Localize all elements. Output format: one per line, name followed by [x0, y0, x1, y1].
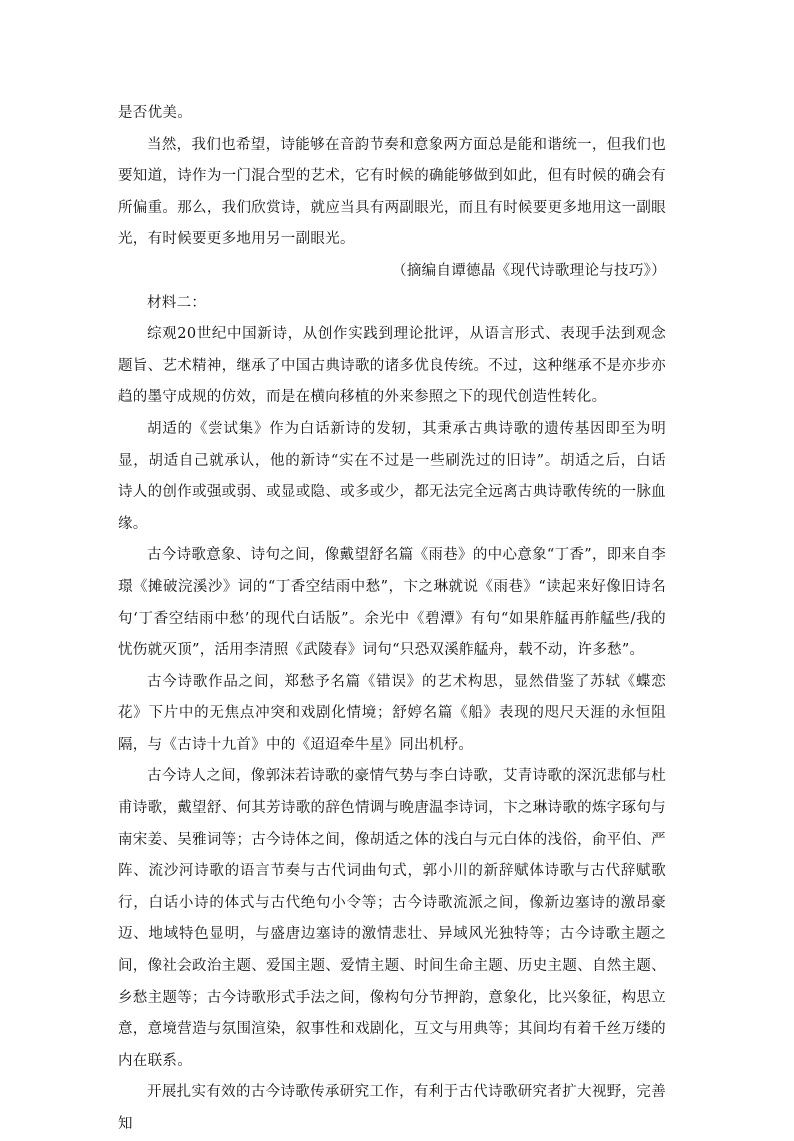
- paragraph-research: 开展扎实有效的古今诗歌传承研究工作，有利于古代诗歌研究者扩大视野，完善知: [118, 1084, 666, 1132]
- paragraph-appreciation: 当然，我们也希望，诗能够在音韵节奏和意象两方面总是能和谐统一，但我们也要知道，诗作为一门混合型的艺术，它有时候的确能够做到如此，但有时候的确会有所偏重。那么，我们欣赏诗，就应当具有两副眼光，而且有时候要更多地用这一副眼光，有时候要更多地用另一副眼光。: [118, 136, 666, 248]
- paragraph-works: 古今诗歌作品之间，郑愁予名篇《错误》的艺术构思，显然借鉴了苏轼《蝶恋花》下片中的无焦点冲突和戏剧化情境；舒婷名篇《船》表现的咫尺天涯的永恒阻隔，与《古诗十九首》中的《迢迢牵牛星》同出机杼。: [118, 673, 666, 753]
- paragraph-imagery: 古今诗歌意象、诗句之间，像戴望舒名篇《雨巷》的中心意象“丁香”，即来自李璟《摊破浣溪沙》词的“丁香空结雨中愁”，卞之琳就说《雨巷》“读起来好像旧诗名句‘丁香空结雨中愁’的现代白话版”。余光中《碧潭》有句“如果舴艋再舴艋些/我的忧伤就灭顶”，活用李清照《武陵春》词句“只恐双溪舴艋舟，载不动，许多愁”。: [118, 547, 666, 659]
- source-citation: （摘编自谭德晶《现代诗歌理论与技巧》）: [392, 262, 666, 279]
- document-body: [118, 98, 666, 1141]
- paragraph-hu-shi: 胡适的《尝试集》作为白话新诗的发轫，其秉承古典诗歌的遗传基因即至为明显，胡适自己就承认，他的新诗“实在不过是一些刷洗过的旧诗”。胡适之后，白话诗人的创作或强或弱、或显或隐、或多或少，都无法完全远离古典诗歌传统的一脉血缘。: [118, 420, 666, 532]
- section-heading-material-two: 材料二：: [147, 294, 207, 311]
- paragraph-continuation: 是否优美。: [118, 105, 192, 121]
- paragraph-overview: 综观20世纪中国新诗，从创作实践到理论批评，从语言形式、表现手法到观念题旨、艺术精神，继承了中国古典诗歌的诸多优良传统。不过，这种继承不是亦步亦趋的墨守成规的仿效，而是在横向移植的外来参照之下的现代创造性转化。: [118, 326, 666, 406]
- paragraph-poets: 古今诗人之间，像郭沫若诗歌的豪情气势与李白诗歌，艾青诗歌的深沉悲郁与杜甫诗歌，戴望舒、何其芳诗歌的辞色情调与晚唐温李诗词，卞之琳诗歌的炼字琢句与南宋姜、吴雅词等；古今诗体之间，像胡适之体的浅白与元白体的浅俗，俞平伯、严阵、流沙河诗歌的语言节奏与古代词曲句式，郭小川的新辞赋体诗歌与古代辞赋歌行，白话小诗的体式与古代绝句小令等；古今诗歌流派之间，像新边塞诗的激昂豪迈、地域特色显明，与盛唐边塞诗的激情悲壮、异域风光独特等；古今诗歌主题之间，像社会政治主题、爱国主题、爱情主题、时间生命主题、历史主题、自然主题、乡愁主题等；古今诗歌形式手法之间，像构句分节押韵，意象化，比兴象征，构思立意，意境营造与氛围渲染，叙事性和戏剧化，互文与用典等；其间均有着千丝万缕的内在联系。: [118, 768, 666, 1069]
